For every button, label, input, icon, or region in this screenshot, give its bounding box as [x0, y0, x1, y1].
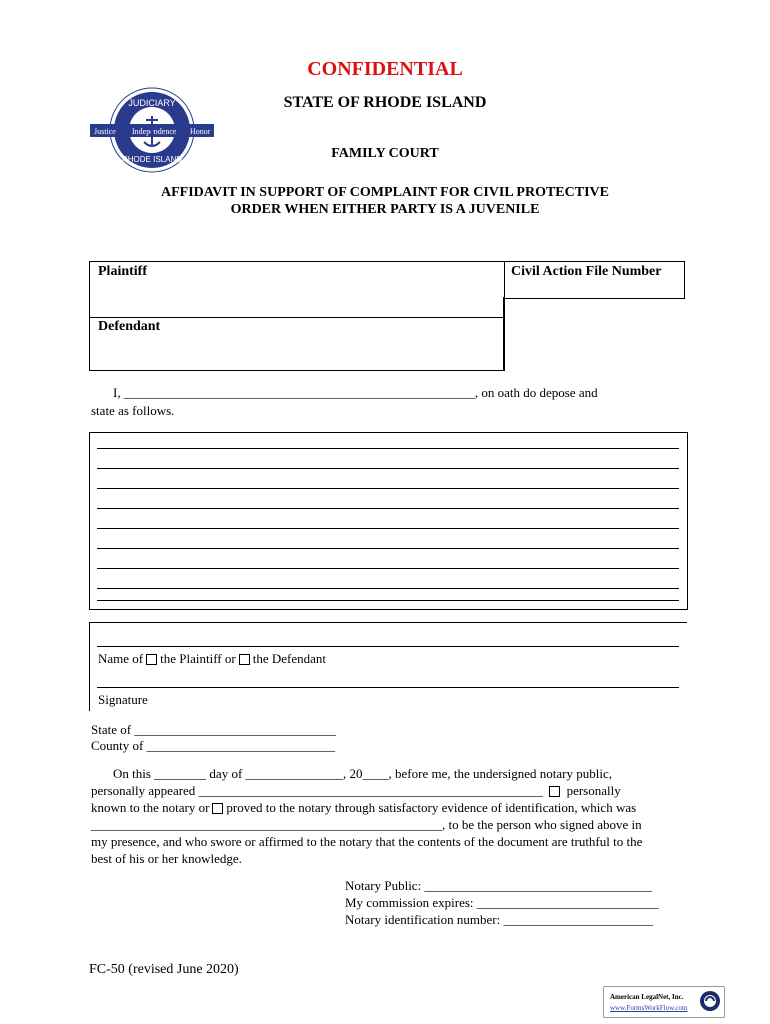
notary-line-2: [91, 783, 681, 799]
notary-line-1: On this ________ day of _______________, 20____, before me, the undersigned notary public,: [113, 766, 612, 781]
statement-line[interactable]: [97, 468, 679, 469]
oath-prefix: I,: [113, 385, 121, 400]
form-title-line-1: AFFIDAVIT IN SUPPORT OF COMPLAINT FOR CIVIL PROTECTIVE: [161, 185, 609, 200]
form-number: FC-50 (revised June 2020): [89, 962, 239, 977]
affiant-name-blank[interactable]: ______________________________________________________: [123, 385, 475, 400]
oath-line-2: state as follows.: [91, 403, 175, 418]
county-of-field[interactable]: County of _____________________________: [91, 738, 336, 753]
publisher-link[interactable]: www.FormsWorkFlow.com: [610, 1004, 688, 1012]
name-of-label: Name of: [98, 651, 144, 666]
file-number-box[interactable]: [503, 261, 685, 299]
notary-id-field[interactable]: Notary identification number: _______________________: [345, 912, 653, 927]
defendant-label: Defendant: [98, 319, 161, 334]
proved-evidence-checkbox[interactable]: [212, 803, 223, 814]
personally-appeared-text: personally appeared _____________________________________________________: [91, 783, 544, 798]
confidential-heading: CONFIDENTIAL: [307, 58, 463, 80]
oath-line-1: [113, 385, 598, 401]
svg-text:RHODE ISLAND: RHODE ISLAND: [121, 155, 183, 164]
file-number-label: Civil Action File Number: [511, 264, 662, 279]
oath-suffix: , on oath do depose and: [474, 385, 598, 400]
publisher-badge: [603, 986, 725, 1018]
notary-public-field[interactable]: Notary Public: ___________________________________: [345, 878, 652, 893]
proved-evidence-text: proved to the notary through satisfactory evidence of identification, which was: [226, 800, 637, 815]
signature-line[interactable]: [97, 687, 679, 688]
state-title: STATE OF RHODE ISLAND: [283, 94, 487, 111]
svg-text:JUDICIARY: JUDICIARY: [128, 98, 176, 108]
publisher-name: American LegalNet, Inc.: [610, 993, 684, 1001]
statement-line[interactable]: [97, 588, 679, 589]
plaintiff-checkbox[interactable]: [146, 654, 157, 665]
svg-text:Honor: Honor: [190, 127, 211, 136]
signature-box: [89, 622, 687, 711]
svg-text:Justice: Justice: [94, 127, 116, 136]
name-line[interactable]: [97, 646, 679, 647]
court-title: FAMILY COURT: [331, 146, 439, 161]
plaintiff-label: Plaintiff: [98, 264, 147, 279]
statement-line[interactable]: [97, 488, 679, 489]
notary-line-4: ______________________________________________________, to be the person who signed above in: [91, 817, 642, 832]
form-title: [0, 184, 770, 218]
statement-line[interactable]: [97, 448, 679, 449]
statement-line[interactable]: [97, 548, 679, 549]
form-title-line-2: ORDER WHEN EITHER PARTY IS A JUVENILE: [230, 202, 540, 217]
personally-text: personally: [566, 783, 621, 798]
statement-line[interactable]: [97, 528, 679, 529]
caption-divider: [503, 297, 504, 371]
state-of-field[interactable]: State of _______________________________: [91, 722, 336, 737]
signature-label: Signature: [98, 692, 148, 707]
statement-line[interactable]: [97, 600, 679, 601]
plaintiff-option-label: the Plaintiff or: [160, 651, 236, 666]
notary-line-6: best of his or her knowledge.: [91, 851, 242, 866]
personally-known-checkbox[interactable]: [549, 786, 560, 797]
publisher-logo-icon: [699, 990, 721, 1012]
known-to-notary-text: known to the notary or: [91, 800, 210, 815]
statement-box[interactable]: [89, 432, 688, 610]
defendant-option-label: the Defendant: [252, 651, 326, 666]
plaintiff-box[interactable]: [89, 261, 505, 318]
name-of-row: [98, 651, 326, 667]
defendant-checkbox[interactable]: [239, 654, 250, 665]
defendant-box[interactable]: [89, 316, 505, 371]
commission-expires-field[interactable]: My commission expires: ____________________________: [345, 895, 659, 910]
statement-line[interactable]: [97, 568, 679, 569]
statement-line[interactable]: [97, 508, 679, 509]
svg-text:Independence: Independence: [132, 127, 177, 136]
notary-line-3: [91, 800, 636, 816]
notary-line-5: my presence, and who swore or affirmed to the notary that the contents of the document are truthful to the: [91, 834, 643, 849]
